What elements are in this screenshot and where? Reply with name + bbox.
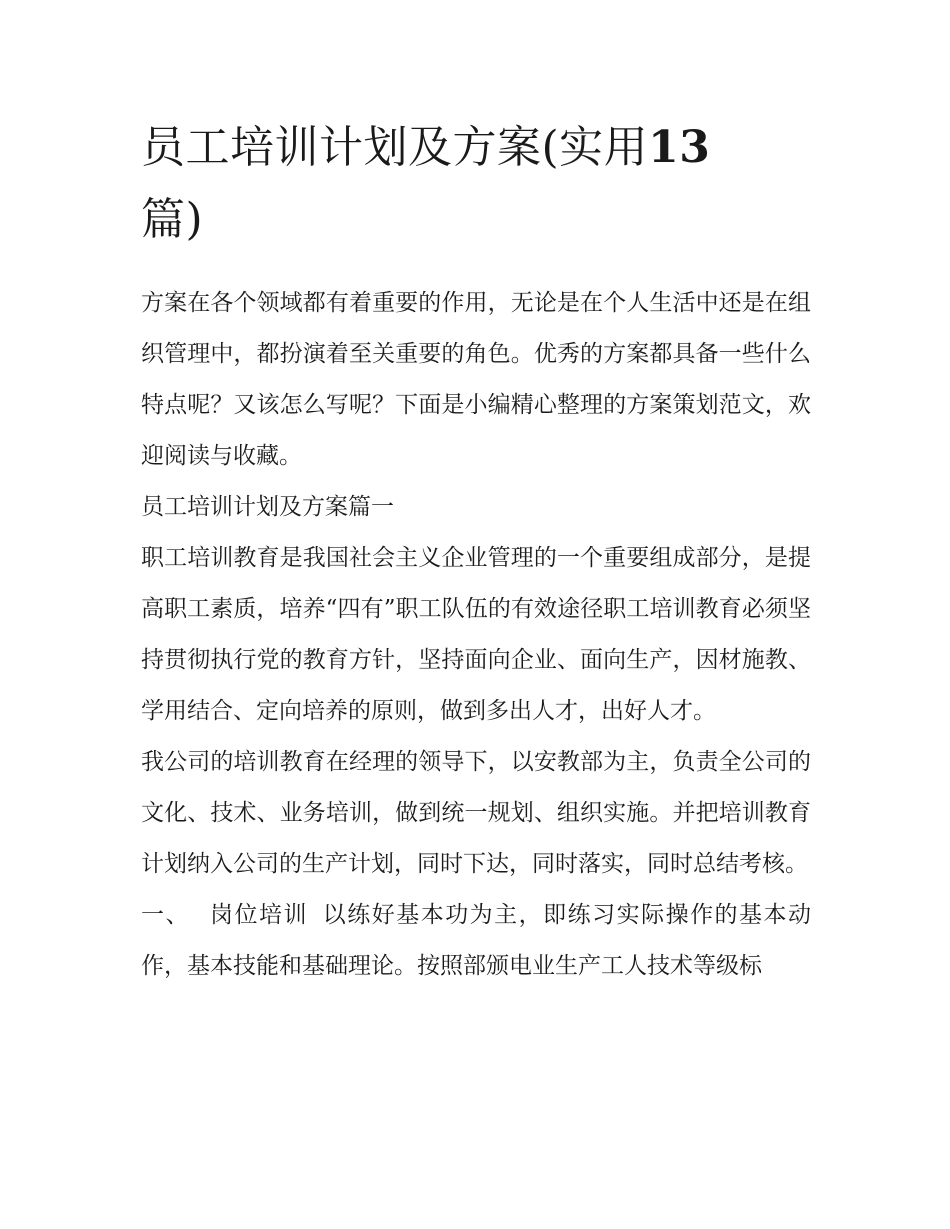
list-item-marker: 一、 [141,902,190,928]
list-item-1 [141,890,811,992]
title-number: 13 [648,122,711,173]
title-text: 员工培训计划及方案(实用 [141,122,649,173]
title-suffix: 篇) [141,194,204,245]
intro-paragraph: 方案在各个领域都有着重要的作用，无论是在个人生活中还是在组织管理中，都扮演着至关重要的角色。优秀的方案都具备一些什么特点呢？又该怎么写呢？下面是小编精心整理的方案策划范文，欢迎阅读与收藏。 [141,290,811,469]
section-heading: 员工培训计划及方案篇一 [141,494,394,520]
body-paragraph-1: 职工培训教育是我国社会主义企业管理的一个重要组成部分，是提高职工素质，培养“四有”职工队伍的有效途径职工培训教育必须坚持贯彻执行党的教育方针，坚持面向企业、面向生产，因材施教、学用结合、定向培养的原则，做到多出人才，出好人才。 [141,545,811,724]
body-paragraph-2: 我公司的培训教育在经理的领导下，以安教部为主，负责全公司的文化、技术、业务培训，做到统一规划、组织实施。并把培训教育计划纳入公司的生产计划，同时下达，同时落实，同时总结考核。 [141,749,811,877]
document-page [141,112,811,992]
document-title [141,112,811,256]
list-item-label: 岗位培训 [209,902,308,928]
list-item-text: 以练好基本功为主，即练习实际操作的基本动作，基本技能和基础理论。按照部颁电业生产工人技术等级标 [141,902,812,979]
